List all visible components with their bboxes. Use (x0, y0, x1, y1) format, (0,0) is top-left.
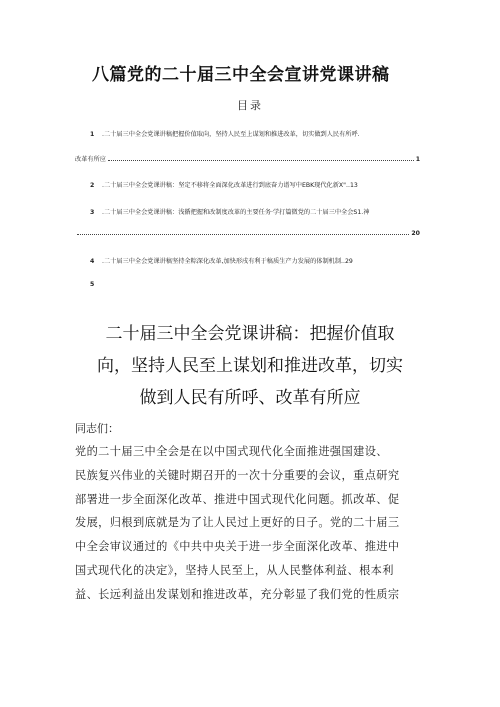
toc-item-3[interactable] (90, 207, 369, 216)
body-line: 益、长远利益出发谋划和推进改革，充分彰显了我们党的性质宗 (75, 587, 400, 601)
body-line: 国式现代化的决定》，坚持人民至上，从人民整体利益、根本利 (75, 563, 394, 577)
toc-item-1-continuation[interactable] (75, 154, 420, 163)
toc-item-text: .二十届三中全会党课讲稿把握价值取向，坚持人民至上谋划和推进改革，切实做到人民有所呼. (102, 131, 360, 138)
body-line: 部署进一步全面深化改革、推进中国式现代化问题。抓改革、促 (75, 492, 400, 506)
article-title-line: 二十届三中全会党课讲稿：把握价值取 (105, 324, 395, 344)
article-title (0, 318, 500, 414)
toc-item-number: 1 (90, 131, 95, 138)
toc-item-2[interactable] (90, 180, 358, 189)
toc-leader-dots (77, 233, 409, 235)
body-line: 中全会审议通过的《中共中央关于进一步全面深化改革、推进中 (75, 540, 400, 554)
toc-item-text: .二十届三中全会党课讲稿坚持全粽深化改革,加快形戌有利于稿质生产力发展的体制机制..29 (102, 258, 353, 265)
toc-item-text: .二十届三中全会党课讲稿：坚定不移将全面深化改革进行到底奋力谱写中EBK现代化新X"..13 (102, 182, 358, 189)
toc-item-number: 5 (90, 281, 95, 288)
toc-item-5[interactable] (90, 281, 102, 288)
toc-item-continuation-text: 改革有所应 (75, 156, 106, 163)
article-title-line: 向，坚持人民至上谋划和推进改革，切实 (97, 356, 403, 376)
toc-item-number: 3 (90, 209, 95, 216)
toc-item-3-continuation[interactable] (75, 230, 420, 237)
article-title-line: 做到人民有所呼、改革有所应 (139, 388, 361, 408)
toc-item-text: .二十届三中全会党课讲稿：浅循把握和改制度改革的主要任务·学打篇微党的二十届三中全会S1.神 (102, 209, 370, 216)
toc-leader-dots (108, 159, 414, 161)
toc-page-number: 1 (415, 156, 420, 163)
toc-item-4[interactable] (90, 256, 353, 265)
body-line: 发展，归根到底就是为了让人民过上更好的日子。党的二十届三 (75, 516, 400, 530)
toc-item-1[interactable] (90, 129, 360, 138)
article-body (75, 440, 435, 607)
document-title: 八篇党的二十届三中全会宣讲党课讲稿 (92, 65, 390, 85)
toc-item-number: 4 (90, 258, 95, 265)
salutation: 同志们： (75, 422, 119, 435)
toc-heading: 目录 (237, 99, 263, 112)
body-line: 党的二十届三中全会是在以中国式现代化全面推进强国建设、 (75, 445, 388, 458)
toc-item-number: 2 (90, 182, 95, 189)
toc-page-number: 20 (411, 230, 420, 237)
body-line: 民族复兴伟业的关键时期召开的一次十分重要的会议，重点研究 (75, 468, 400, 482)
